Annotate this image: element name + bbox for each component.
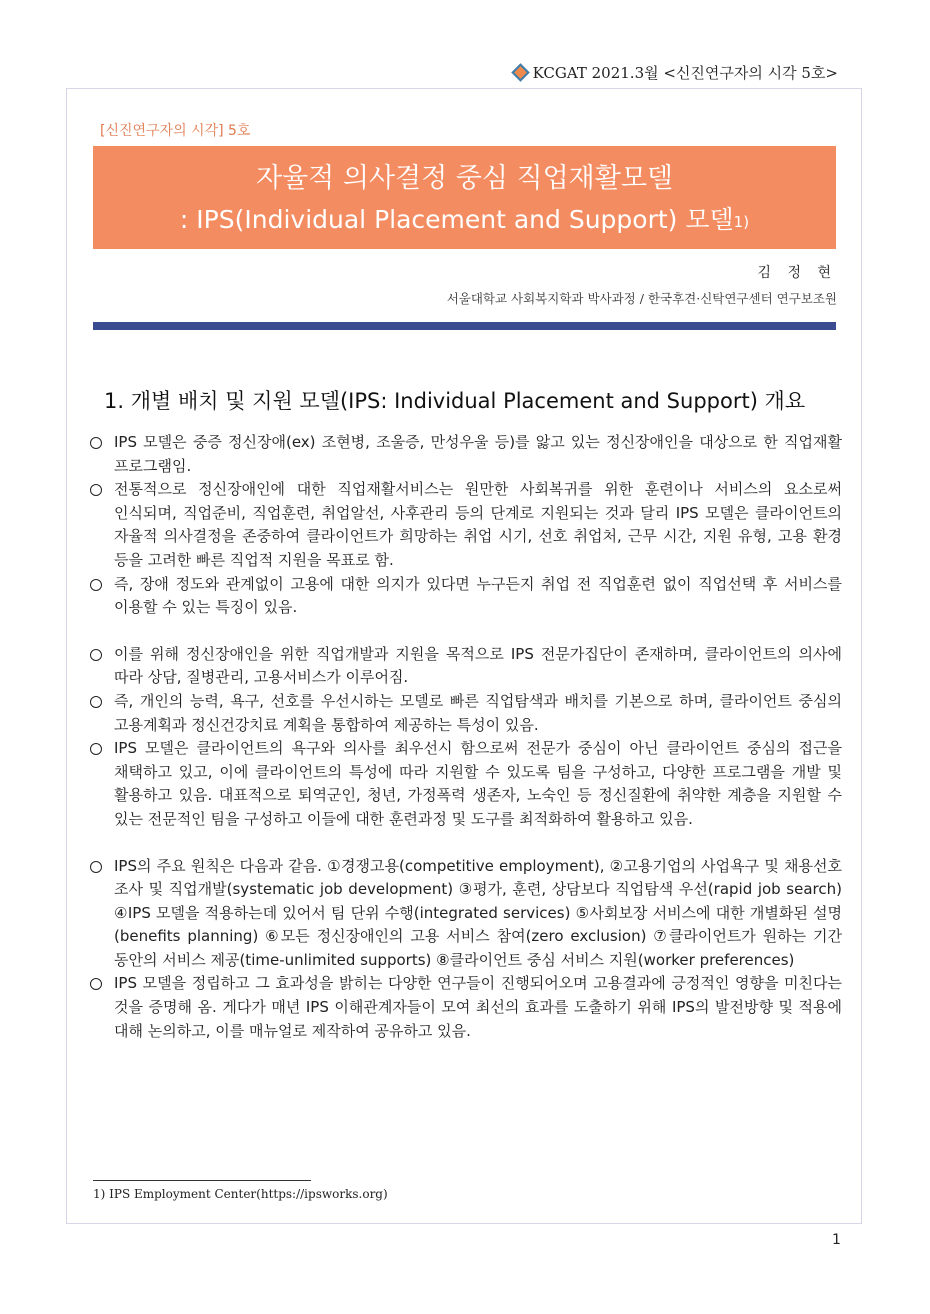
list-item-text: IPS 모델은 중증 정신장애(ex) 조현병, 조울증, 만성우울 등)를 앓고 있는 정신장애인을 대상으로 한 직업재활 프로그램임. — [114, 433, 842, 475]
author-affiliation: 서울대학교 사회복지학과 박사과정 / 한국후견·신탁연구센터 연구보조원 — [446, 291, 837, 306]
list-item-text: 이를 위해 정신장애인을 위한 직업개발과 지원을 목적으로 IPS 전문가집단이 존재하며, 클라이언트의 의사에 따라 상담, 질병관리, 고용서비스가 이루어짐. — [114, 644, 842, 687]
list-item — [90, 478, 842, 572]
list-item — [90, 737, 842, 831]
title-line-2 — [93, 204, 836, 236]
circle-bullet-icon — [90, 579, 102, 591]
list-item — [90, 431, 842, 478]
paragraph-gap — [90, 620, 842, 643]
list-item — [90, 855, 842, 973]
list-item-text: IPS 모델을 정립하고 그 효과성을 밝히는 다양한 연구들이 진행되어오며 고용결과에 긍정적인 영향을 미친다는 것을 증명해 옴. 게다가 매년 IPS 이해관계자들이 모여 최선의 효과를 도출하기 위해 IPS의 발전방향 및 적용에 대해 논의하고, 이를 매뉴얼로 제작하여 공유하고 있음. — [114, 974, 842, 1040]
list-item — [90, 643, 842, 690]
title-rule-bar — [93, 322, 836, 330]
list-item-text: 즉, 장애 정도와 관계없이 고용에 대한 의지가 있다면 누구든지 취업 전 직업훈련 없이 직업선택 후 서비스를 이용할 수 있는 특징이 있음. — [114, 574, 842, 617]
page-number: 1 — [832, 1232, 841, 1248]
circle-bullet-icon — [90, 649, 102, 661]
series-label: [신진연구자의 시각] 5호 — [100, 123, 251, 139]
footnote-separator — [93, 1180, 311, 1181]
running-header-text: KCGAT 2021.3월 <신진연구자의 시각 5호> — [532, 64, 838, 82]
title-footnote-mark: 1) — [733, 213, 750, 231]
title-line-2-text: : IPS(Individual Placement and Support) 모델 — [179, 205, 734, 234]
list-item-text: IPS 모델은 클라이언트의 욕구와 의사를 최우선시 함으로써 전문가 중심이 아닌 클라이언트 중심의 접근을 채택하고 있고, 이에 클라이언트의 특성에 따라 지원할 수 있도록 팀을 구성하고, 다양한 프로그램을 개발 및 활용하고 있음. 대표적으로 퇴역군인, 청년, 가정폭력 생존자, 노숙인 등 정신질환에 취약한 계층을 지원할 수 있는 전문적인 팀을 구성하고 이들에 대한 훈련과정 및 도구를 최적화하여 활용하고 있음. — [114, 739, 842, 828]
author-name: 김 정 현 — [757, 265, 837, 281]
list-item — [90, 972, 842, 1043]
circle-bullet-icon — [90, 437, 102, 449]
list-item — [90, 573, 842, 620]
list-item — [90, 690, 842, 737]
footnote: 1) IPS Employment Center(https://ipsworks.org) — [93, 1187, 388, 1201]
list-item-text: IPS의 주요 원칙은 다음과 같음. ①경쟁고용(competitive employment), ②고용기업의 사업욕구 및 채용선호 조사 및 직업개발(systematic job development) ③평가, 훈련, 상담보다 직업탐색 우선(rapid job search) ④IPS 모델을 적용하는데 있어서 팀 단위 수행(integrated services) ⑤사회보장 서비스에 대한 개별화된 설명(benefits planning) ⑥모든 정신장애인의 고용 서비스 참여(zero exclusion) ⑦클라이언트가 원하는 기간 동안의 서비스 제공(time-unlimited supports) ⑧클라이언트 중심 서비스 지원(worker preferences) — [114, 856, 842, 969]
circle-bullet-icon — [90, 978, 102, 990]
list-item-text: 즉, 개인의 능력, 욕구, 선호를 우선시하는 모델로 빠른 직업탐색과 배치를 기본으로 하며, 클라이언트 중심의 고용계획과 정신건강치료 계획을 통합하여 제공하는 특성이 있음. — [114, 691, 842, 734]
title-line-1: 자율적 의사결정 중심 직업재활모델 — [256, 163, 673, 194]
circle-bullet-icon — [90, 861, 102, 873]
paragraph-gap — [90, 832, 842, 855]
running-header — [514, 62, 838, 83]
circle-bullet-icon — [90, 484, 102, 496]
diamond-bullet-icon — [511, 63, 529, 81]
title-banner — [93, 146, 836, 249]
bullet-list — [90, 431, 842, 1043]
section-heading: 1. 개별 배치 및 지원 모델(IPS: Individual Placement and Support) 개요 — [104, 389, 806, 413]
list-item-text: 전통적으로 정신장애인에 대한 직업재활서비스는 원만한 사회복귀를 위한 훈련이나 서비스의 요소로써 인식되며, 직업준비, 직업훈련, 취업알선, 사후관리 등의 단계로 지원되는 것과 달리 IPS 모델은 클라이언트의 자율적 의사결정을 존중하여 클라이언트가 희망하는 취업 시기, 선호 취업처, 근무 시간, 지원 유형, 고용 환경 등을 고려한 빠른 직업적 지원을 목표로 함. — [114, 480, 842, 569]
circle-bullet-icon — [90, 696, 102, 708]
circle-bullet-icon — [90, 743, 102, 755]
